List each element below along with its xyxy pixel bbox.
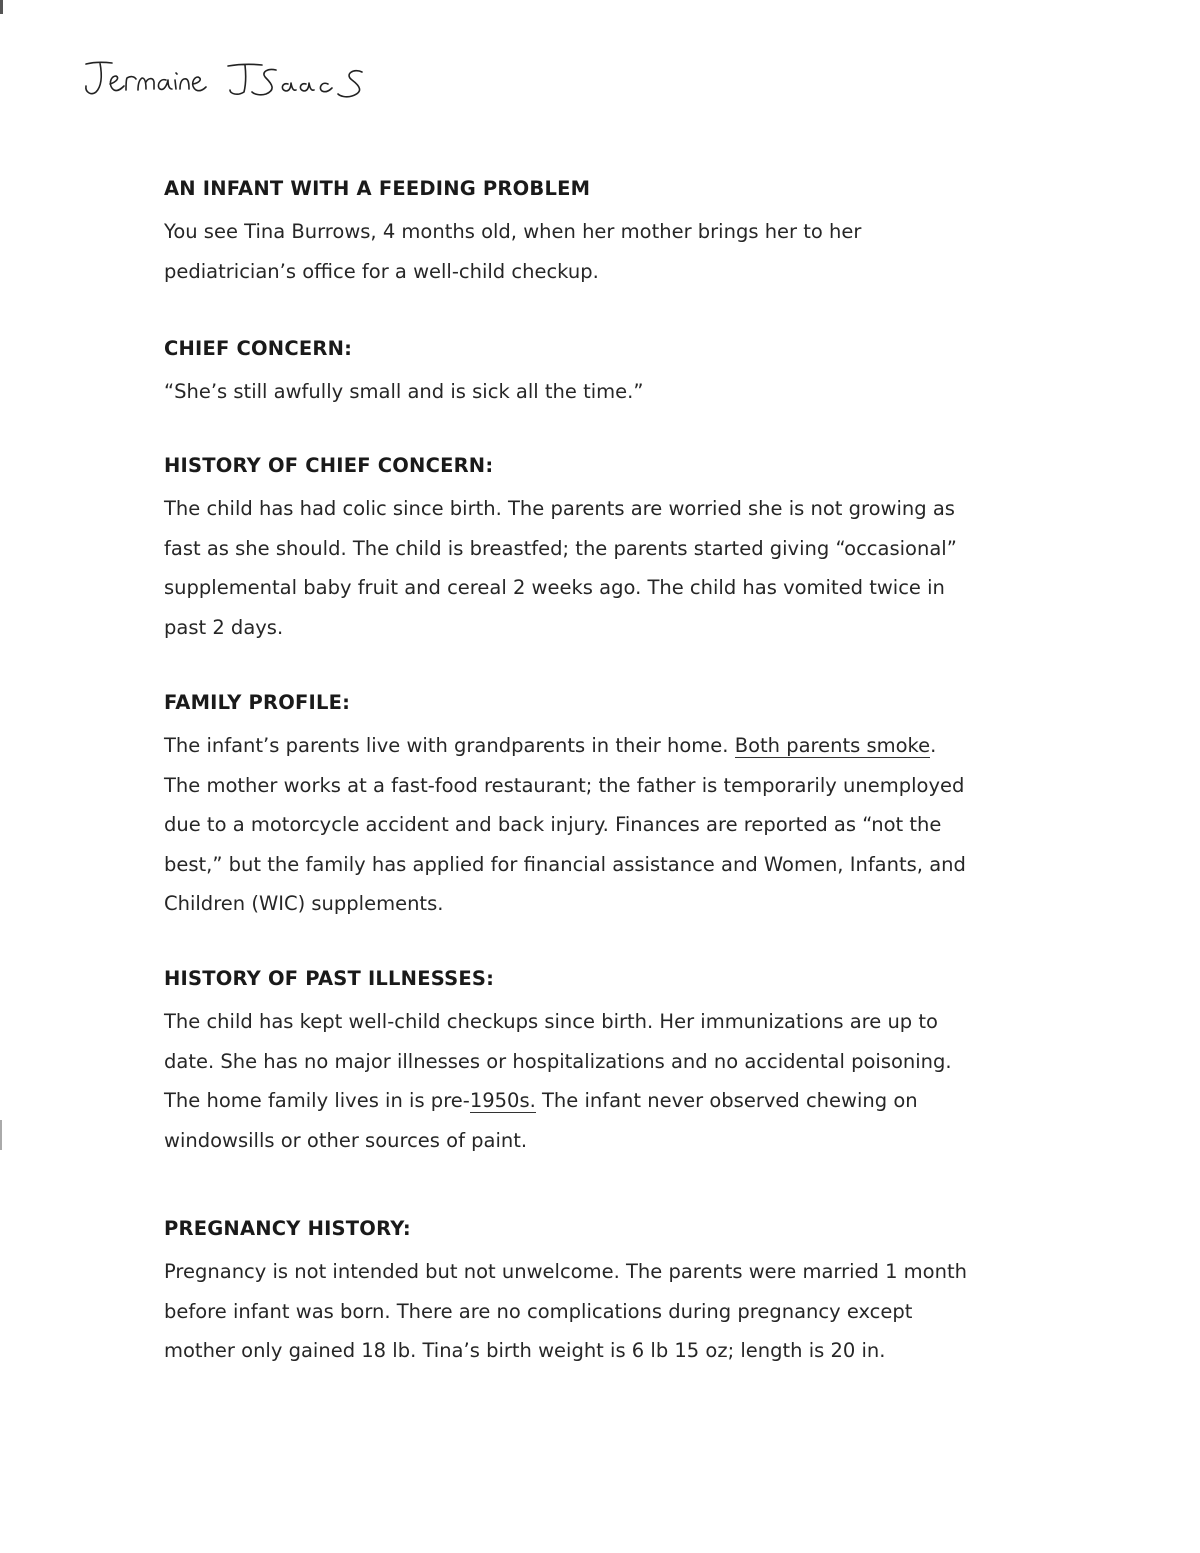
chief-concern-quote: “She’s still awfully small and is sick all the time.” — [164, 380, 644, 403]
section-heading: FAMILY PROFILE: — [164, 691, 351, 714]
paragraph-line: . — [930, 734, 937, 757]
paragraph-line: fast as she should. The child is breastfed; the parents started giving “occasional” — [164, 536, 957, 560]
history-chief-concern-section — [164, 453, 1084, 647]
paragraph-line: The infant’s parents live with grandparents in their home. — [164, 734, 735, 757]
pregnancy-history-paragraph — [164, 1252, 1084, 1371]
scan-edge-mark — [0, 0, 3, 14]
section-heading: PREGNANCY HISTORY: — [164, 1217, 411, 1240]
paragraph-line: date. She has no major illnesses or hospitalizations and no accidental poisoning. — [164, 1049, 952, 1073]
paragraph-line: due to a motorcycle accident and back injury. Finances are reported as “not the — [164, 813, 942, 836]
intro-line: You see Tina Burrows, 4 months old, when her mother brings her to her — [164, 220, 862, 243]
intro-section — [164, 176, 1084, 291]
section-heading: HISTORY OF PAST ILLNESSES: — [164, 967, 495, 990]
section-heading: CHIEF CONCERN: — [164, 337, 353, 360]
paragraph-line: The child has had colic since birth. The parents are worried she is not growing as — [164, 497, 955, 520]
pregnancy-history-section — [164, 1216, 1084, 1371]
intro-line: pediatrician’s office for a well-child checkup. — [164, 259, 599, 283]
past-illnesses-section — [164, 966, 1084, 1160]
paragraph-line: The child has kept well-child checkups since birth. Her immunizations are up to — [164, 1010, 938, 1033]
paragraph-line: before infant was born. There are no complications during pregnancy except — [164, 1299, 913, 1323]
paragraph-line: The home family lives in is pre- — [164, 1089, 470, 1112]
underlined-text: Both parents smoke — [734, 734, 931, 757]
paragraph-line: The infant never observed chewing on — [535, 1089, 918, 1112]
past-illnesses-paragraph — [164, 1002, 1084, 1160]
paragraph-line: past 2 days. — [164, 615, 284, 639]
family-profile-section — [164, 690, 1084, 924]
family-profile-paragraph — [164, 726, 1084, 924]
paragraph-line: mother only gained 18 lb. Tina’s birth weight is 6 lb 15 oz; length is 20 in. — [164, 1339, 886, 1362]
document-title: AN INFANT WITH A FEEDING PROBLEM — [164, 177, 591, 200]
chief-concern-paragraph — [164, 372, 1084, 412]
handwritten-signature — [80, 52, 400, 112]
paragraph-line: The mother works at a fast-food restaurant; the father is temporarily unemployed — [164, 773, 965, 797]
intro-paragraph — [164, 212, 1084, 291]
paragraph-line: windowsills or other sources of paint. — [164, 1128, 528, 1152]
paragraph-line: Children (WIC) supplements. — [164, 892, 444, 915]
paragraph-line: best,” but the family has applied for financial assistance and Women, Infants, and — [164, 852, 966, 876]
section-heading: HISTORY OF CHIEF CONCERN: — [164, 454, 494, 477]
paragraph-line: Pregnancy is not intended but not unwelcome. The parents were married 1 month — [164, 1260, 967, 1283]
paragraph-line: supplemental baby fruit and cereal 2 weeks ago. The child has vomited twice in — [164, 576, 945, 599]
scan-edge-mark — [0, 1120, 2, 1150]
history-chief-concern-paragraph — [164, 489, 1084, 647]
chief-concern-section — [164, 336, 1084, 412]
underlined-text: 1950s. — [469, 1089, 536, 1112]
